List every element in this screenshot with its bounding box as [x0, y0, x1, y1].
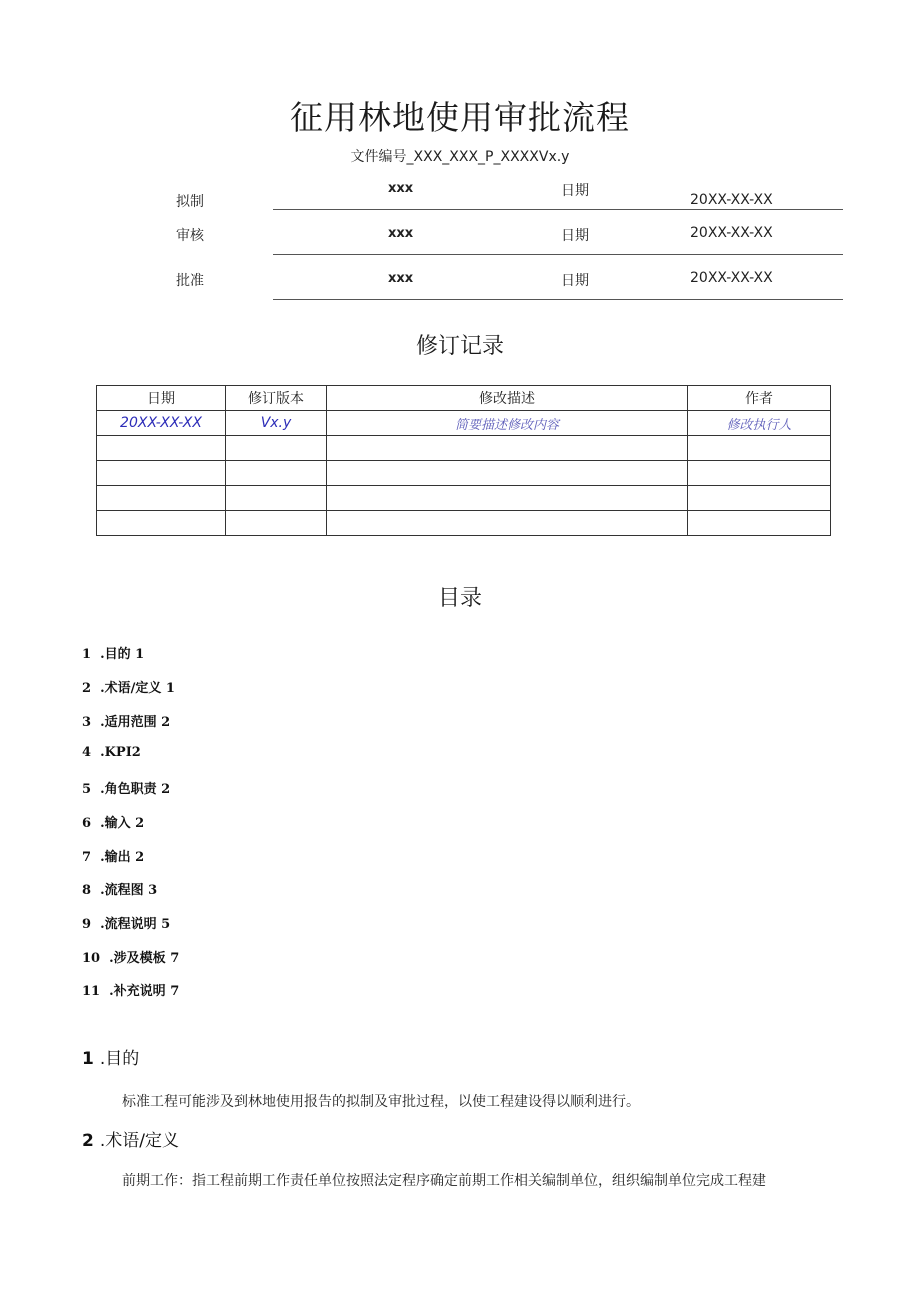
table-cell	[688, 486, 831, 511]
table-cell	[327, 511, 688, 536]
table-cell	[327, 436, 688, 461]
table-cell	[97, 511, 226, 536]
table-row	[97, 411, 831, 436]
section-title: .术语/定义	[99, 1131, 179, 1151]
signoff-underline	[273, 254, 843, 255]
column-header-date: 日期	[97, 386, 226, 411]
section-number: 2	[82, 1131, 94, 1151]
toc-item-7[interactable]: 7 .输出 2	[82, 850, 145, 865]
revision-table	[96, 385, 831, 536]
table-cell	[226, 511, 327, 536]
document-number: 文件编号_XXX_XXX_P_XXXXVx.y	[350, 149, 570, 165]
signoff-date: 20XX-XX-XX	[690, 270, 773, 286]
column-header-description: 修改描述	[327, 386, 688, 411]
section-body-terms: 前期工作：指工程前期工作责任单位按照法定程序确定前期工作相关编制单位，组织编制单位完成工程建	[122, 1173, 766, 1189]
section-heading-purpose	[82, 1044, 139, 1069]
signoff-person: xxx	[388, 226, 414, 241]
table-cell	[688, 511, 831, 536]
signoff-role: 拟制	[176, 194, 204, 210]
table-cell	[97, 486, 226, 511]
signoff-date: 20XX-XX-XX	[690, 192, 773, 208]
signoff-underline	[273, 209, 843, 210]
toc-item-10[interactable]: 10 .涉及模板 7	[82, 951, 180, 966]
table-row	[97, 436, 831, 461]
signoff-role: 批准	[176, 273, 204, 289]
table-row	[97, 511, 831, 536]
section-title: .目的	[99, 1049, 140, 1069]
table-row	[97, 486, 831, 511]
toc-item-5[interactable]: 5 .角色职责 2	[82, 782, 171, 797]
table-cell-date: 20XX-XX-XX	[97, 411, 226, 436]
toc-item-3[interactable]: 3 .适用范围 2	[82, 715, 171, 730]
table-cell-author: 修改执行人	[688, 411, 831, 436]
revision-heading: 修订记录	[415, 334, 504, 359]
signoff-person: xxx	[388, 181, 414, 196]
signoff-date-label: 日期	[561, 183, 589, 199]
column-header-author: 作者	[688, 386, 831, 411]
table-cell	[688, 461, 831, 486]
section-body-purpose: 标准工程可能涉及到林地使用报告的拟制及审批过程，以使工程建设得以顺利进行。	[122, 1094, 640, 1110]
toc-item-1[interactable]: 1 .目的 1	[82, 647, 145, 662]
toc-item-8[interactable]: 8 .流程图 3	[82, 883, 158, 898]
signoff-date-label: 日期	[561, 228, 589, 244]
table-cell	[97, 436, 226, 461]
section-heading-terms	[82, 1126, 179, 1151]
table-cell-version: Vx.y	[226, 411, 327, 436]
table-cell	[327, 486, 688, 511]
toc-heading: 目录	[437, 586, 482, 611]
column-header-version: 修订版本	[226, 386, 327, 411]
signoff-person: xxx	[388, 271, 414, 286]
signoff-underline	[273, 299, 843, 300]
section-number: 1	[82, 1049, 94, 1069]
table-cell	[688, 436, 831, 461]
document-title: 征用林地使用审批流程	[290, 98, 630, 137]
toc-item-11[interactable]: 11 .补充说明 7	[82, 984, 180, 999]
table-row	[97, 461, 831, 486]
toc-item-4[interactable]: 4 .KPI2	[82, 745, 141, 760]
table-cell	[226, 486, 327, 511]
table-cell-description: 简要描述修改内容	[327, 411, 688, 436]
table-cell	[226, 461, 327, 486]
table-header-row	[97, 386, 831, 411]
toc-item-9[interactable]: 9 .流程说明 5	[82, 917, 171, 932]
table-cell	[97, 461, 226, 486]
toc-item-6[interactable]: 6 .输入 2	[82, 816, 145, 831]
toc-item-2[interactable]: 2 .术语/定义 1	[82, 681, 175, 696]
signoff-role: 审核	[176, 228, 204, 244]
signoff-date: 20XX-XX-XX	[690, 225, 773, 241]
table-cell	[327, 461, 688, 486]
signoff-date-label: 日期	[561, 273, 589, 289]
table-cell	[226, 436, 327, 461]
